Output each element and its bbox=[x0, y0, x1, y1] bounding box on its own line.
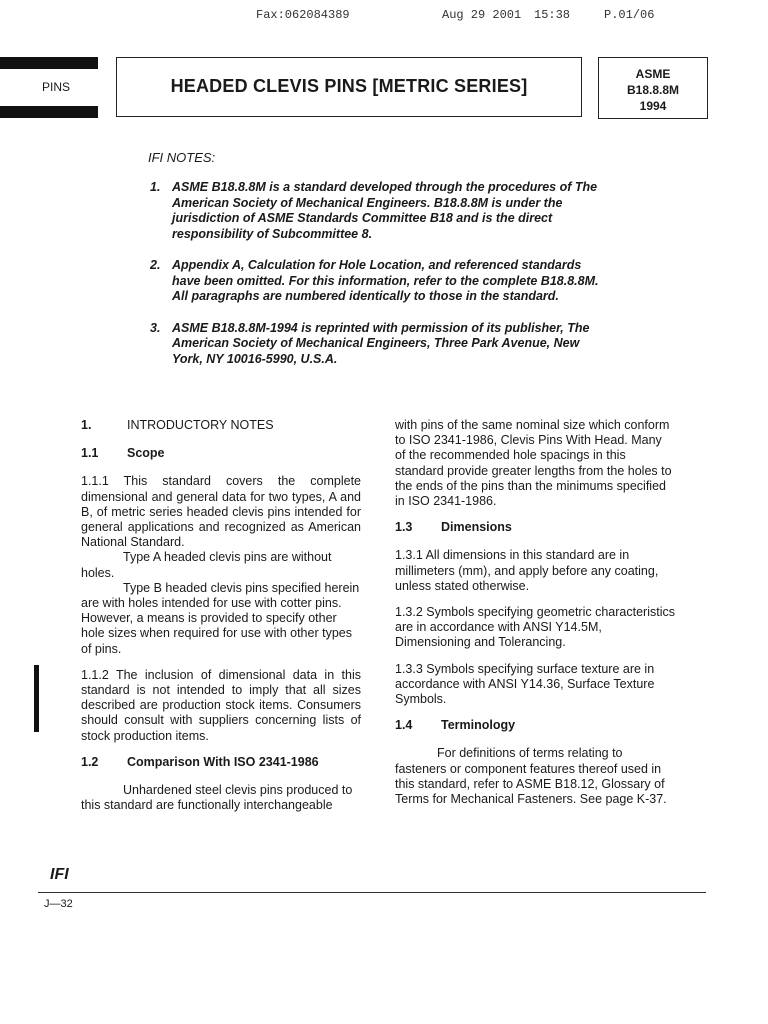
note-text: ASME B18.8.8M-1994 is reprinted with permission of its publisher, The American Society of Mechanical Engineers, Three Park Avenue, New York, NY 10016-5990, U.S.A. bbox=[172, 320, 590, 366]
note-text: ASME B18.8.8M is a standard developed through the procedures of The American Society of Mechanical Engineers. B18.8.8M is under the jurisdiction of ASME Standards Committee B18 and is the direct responsibility of Subcommittee 8. bbox=[172, 180, 598, 241]
standard-org: ASME bbox=[635, 67, 671, 81]
revision-bar bbox=[34, 665, 39, 732]
ifi-note-item bbox=[150, 321, 610, 368]
paragraph: 1.1.1 This standard covers the complete dimensional and general data for two types, A and B, of metric series headed clevis pins intended for general applications and recognized as American National Standard. bbox=[81, 474, 361, 550]
paragraph: Type B headed clevis pins specified herein are with holes intended for use with cotter pins. However, a means is provided to specify other hole sizes when required for use with other types of pins. bbox=[81, 580, 360, 656]
section-title: INTRODUCTORY NOTES bbox=[127, 418, 274, 432]
section-number: 1.3 bbox=[395, 520, 413, 535]
tab-marker-top bbox=[0, 57, 98, 69]
ifi-notes-heading: IFI NOTES: bbox=[148, 150, 216, 165]
standard-number: B18.8.8M bbox=[626, 83, 680, 97]
section-heading bbox=[81, 418, 361, 433]
fax-number: Fax:062084389 bbox=[256, 8, 350, 22]
paragraph: Type A headed clevis pins are without holes. bbox=[81, 550, 332, 580]
section-tab-label: PINS bbox=[42, 80, 71, 94]
page-number: J—32 bbox=[44, 898, 73, 910]
note-number: 3. bbox=[150, 320, 161, 335]
paragraph: 1.3.2 Symbols specifying geometric characteristics are in accordance with ANSI Y14.5M, Dimensioning and Tolerancing. bbox=[395, 605, 675, 650]
paragraph: 1.1.2 The inclusion of dimensional data in this standard is not intended to imply that all sizes described are production stock items. Consumers should consult with suppliers concerning lists of stock production items. bbox=[81, 667, 361, 743]
body-column-right bbox=[395, 418, 675, 818]
fax-date: Aug 29 2001 bbox=[442, 8, 522, 22]
ifi-notes-list bbox=[150, 180, 610, 383]
footer-divider bbox=[38, 892, 706, 893]
section-heading bbox=[81, 446, 361, 461]
section-heading bbox=[395, 718, 675, 733]
fax-time: 15:38 bbox=[534, 8, 571, 22]
standard-year: 1994 bbox=[639, 99, 667, 113]
paragraph: 1.3.3 Symbols specifying surface texture are in accordance with ANSI Y14.36, Surface Texture Symbols. bbox=[395, 661, 655, 707]
note-number: 2. bbox=[150, 258, 161, 272]
section-number: 1.2 bbox=[81, 754, 99, 769]
paragraph: with pins of the same nominal size which conform to ISO 2341-1986, Clevis Pins With Head. Many of the recommended hole spacings in this standard provide greater lengths from the holes to the ends of the pins than the minimums specified in ISO 2341-1986. bbox=[395, 418, 672, 509]
ifi-note-item bbox=[150, 258, 610, 305]
section-title: Scope bbox=[127, 446, 165, 461]
standard-id-box bbox=[598, 57, 708, 119]
section-number: 1. bbox=[81, 418, 92, 432]
body-column-left bbox=[81, 418, 361, 824]
page-title: HEADED CLEVIS PINS [METRIC SERIES] bbox=[170, 76, 528, 96]
tab-marker-bottom bbox=[0, 106, 98, 118]
section-title: Comparison With ISO 2341-1986 bbox=[127, 754, 319, 769]
fax-page: P.01/06 bbox=[604, 8, 655, 22]
section-heading bbox=[81, 755, 361, 770]
paragraph: Unhardened steel clevis pins produced to this standard are functionally interchangeable bbox=[81, 783, 353, 813]
section-number: 1.1 bbox=[81, 446, 99, 461]
section-heading bbox=[395, 520, 675, 535]
note-number: 1. bbox=[150, 180, 161, 194]
title-box bbox=[116, 57, 582, 117]
ifi-note-item bbox=[150, 180, 610, 242]
paragraph: 1.3.1 All dimensions in this standard are in millimeters (mm), and apply before any coating, unless stated otherwise. bbox=[395, 548, 659, 593]
ifi-logo: IFI bbox=[50, 866, 69, 883]
note-text: Appendix A, Calculation for Hole Location, and referenced standards have been omitted. For this information, refer to the complete B18.8.8M. All paragraphs are numbered identically to those in the standard. bbox=[172, 258, 599, 303]
paragraph: For definitions of terms relating to fasteners or component features thereof used in this standard, refer to ASME B18.12, Glossary of Terms for Mechanical Fasteners. See page K-37. bbox=[395, 746, 667, 807]
section-title: Dimensions bbox=[441, 520, 512, 535]
section-number: 1.4 bbox=[395, 718, 413, 733]
section-title: Terminology bbox=[441, 718, 516, 733]
